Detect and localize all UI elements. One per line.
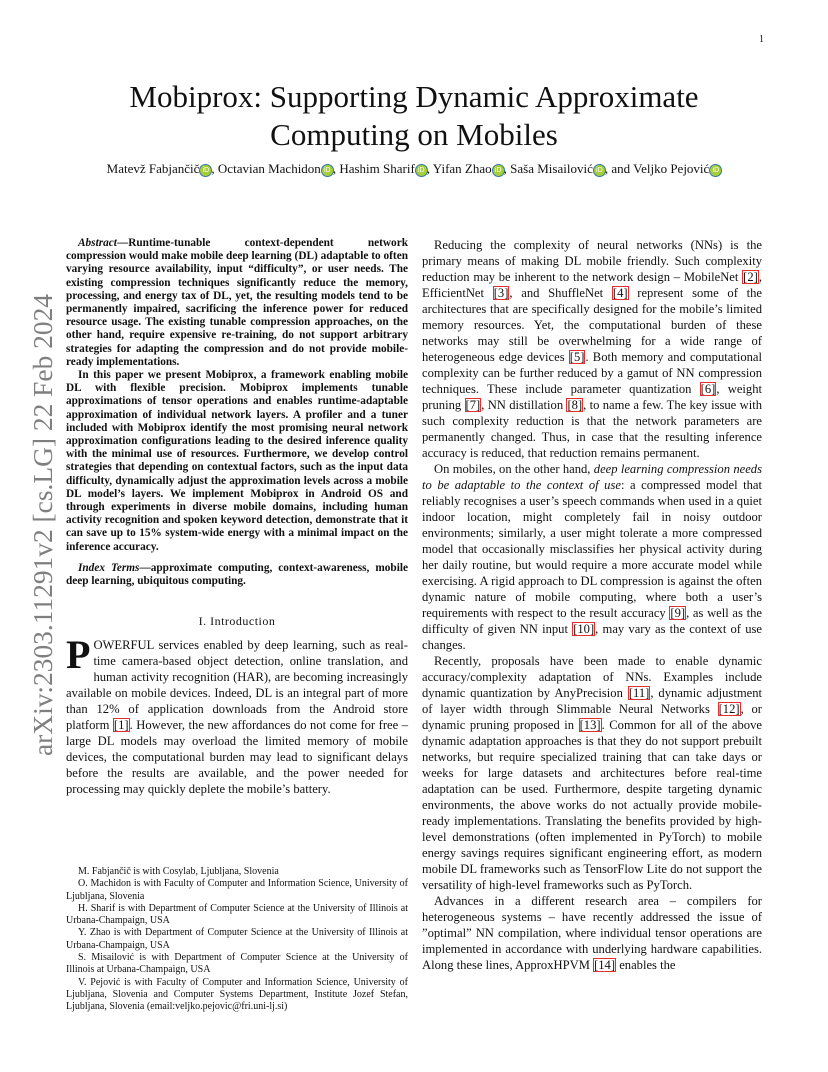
citation-link[interactable]: [11] xyxy=(628,686,650,700)
abstract-paragraph-1 xyxy=(66,237,408,369)
text-run: , or dynamic pruning proposed in xyxy=(422,702,762,732)
text-run: , EfficientNet xyxy=(422,270,762,300)
text-run: , and ShuffleNet xyxy=(509,286,612,300)
footnote: S. Misailović is with Department of Computer Science at the University of Illinois at Urbana-Champaign, USA xyxy=(66,952,408,976)
abstract-paragraph-2: In this paper we present Mobiprox, a framework enabling mobile DL with flexible precision. Mobiprox implements tunable approximations of tensor operations and enables runtime-adaptable approximation of individual network layers. A profiler and a tuner included with Mobiprox identify the most promising neural network approximation configurations leading to the desired inference quality with the minimal use of resources. Furthermore, we develop control strategies that depending on contextual factors, such as the input data difficulty, dynamically adjust the approximation levels across a mobile DL model’s layers. We implement Mobiprox in Android OS and through experiments in diverse mobile domains, including human activity recognition and spoken keyword detection, demonstrate that it can save up to 15% system-wide energy with a minimal impact on the inference accuracy. xyxy=(66,369,408,553)
text-run: : a compressed model that reliably recognises a user’s speech commands when used in a quiet indoor location, might completely fail in noisy outdoor environments; similarly, a user might tolerate a more compressed model that occasionally misclassifies her physical activity during her daily routine, but would require a more accurate model while exercising. A rigid approach to DL compression is against the often dynamic nature of mobile computing, where both a user’s requirements with respect to the result accuracy xyxy=(422,478,763,620)
text-run: , to name a few. The key issue with such complexity reduction is that the network parameters are permanently changed. Thus, in case that the resulting inference accuracy is reduced, that reduction remains permanent. xyxy=(422,398,762,460)
drop-cap: P xyxy=(66,632,91,678)
emphasis-text: deep learning compression needs to be adaptable to the context of use xyxy=(422,462,763,492)
footnote: V. Pejović is with Faculty of Computer and Information Science, University of Ljubljana, Slovenia and Computer Systems Department, Institute Jozef Stefan, Ljubljana, Slovenia (email:veljko.pejovic@fri.uni-lj.si) xyxy=(66,976,408,1013)
citation-link[interactable]: [1] xyxy=(113,718,129,733)
arxiv-stamp-text: arXiv:2303.11291v2 [cs.LG] 22 Feb 2024 xyxy=(27,292,58,756)
text-run: , NN distillation xyxy=(481,398,567,412)
text-run: represent some of the architectures that are specifically designed for the mobile’s limited memory resources. Yet, the computational burden of these networks may still be overwhelming for a wide range of heterogeneous edge devices xyxy=(422,286,762,364)
footnote: M. Fabjančič is with Cosylab, Ljubljana, Slovenia xyxy=(78,866,279,877)
citation-link[interactable]: [8] xyxy=(567,398,583,412)
citation-link[interactable]: [3] xyxy=(493,286,509,300)
index-terms-text: —approximate computing, context-awareness, mobile deep learning, ubiquitous computing. xyxy=(66,561,408,588)
intro-text-b: . However, the new affordances do not come for free – large DL models may overload the limited memory of mobile devices, the computational burden may lead to significant delays before the results are available, and the power needed for processing may quickly deplete the mobile’s battery. xyxy=(66,718,409,797)
text-run: On mobiles, on the other hand, xyxy=(434,462,594,476)
arxiv-stamp xyxy=(10,290,64,760)
author-name: Matevž Fabjančič xyxy=(106,161,200,176)
author-name: , Yifan Zhao xyxy=(426,161,492,176)
text-run: enables the xyxy=(616,958,676,972)
footnote: Y. Zhao is with Department of Computer Science at the University of Illinois at Urbana-Champaign, USA xyxy=(66,927,408,951)
body-paragraph-4 xyxy=(422,893,762,973)
footnotes xyxy=(66,866,408,1014)
citation-link[interactable]: [9] xyxy=(670,606,686,620)
text-run: Recently, proposals have been made to enable dynamic accuracy/complexity adaptation of NNs. Examples include dynamic quantization by AnyPrecision xyxy=(422,654,762,700)
body-paragraph-3 xyxy=(422,653,762,893)
orcid-icon[interactable]: iD xyxy=(322,165,333,176)
author-name: , and Veljko Pejović xyxy=(604,161,710,176)
text-run: , may vary as the context of use changes. xyxy=(422,622,762,652)
citation-link[interactable]: [13] xyxy=(579,718,601,732)
footnote: O. Machidon is with Faculty of Computer and Information Science, University of Ljubljana, Slovenia xyxy=(66,878,408,902)
title-line-2: Computing on Mobiles xyxy=(270,117,558,152)
intro-paragraph-1 xyxy=(66,632,409,797)
author-list xyxy=(40,160,788,178)
text-run: . Common for all of the above dynamic adaptation approaches is that they do not support prebuilt networks, but require specialized training that can take days or weeks for large datasets and architectures before real-time adaptation can be used. Furthermore, despite targeting dynamic environments, the above works do not actually provide mobile-ready implementations. Translating the benefits provided by high-level demonstrations (often implemented in PyTorch) to mobile energy savings requires significant engineering effort, as modern mobile DL frameworks such as TensorFlow Lite do not support the versatility of high-level frameworks such as PyTorch. xyxy=(422,718,762,892)
citation-link[interactable]: [12] xyxy=(718,702,740,716)
index-terms xyxy=(66,562,408,588)
section-heading-introduction: I. Introduction xyxy=(198,614,276,629)
citation-link[interactable]: [6] xyxy=(700,382,716,396)
orcid-icon[interactable]: iD xyxy=(594,165,605,176)
citation-link[interactable]: [2] xyxy=(743,270,758,284)
page-number: 1 xyxy=(759,34,764,45)
author-name: , Saša Misailović xyxy=(503,161,593,176)
author-name: , Hashim Sharif xyxy=(332,161,415,176)
body-paragraph-2 xyxy=(422,461,762,653)
footnote: H. Sharif is with Department of Computer Science at the University of Illinois at Urbana-Champaign, USA xyxy=(66,902,408,927)
text-run: Advances in a different research area – compilers for heterogeneous systems – have recently addressed the issue of ”optimal” NN compilation, where individual tensor operations are implemented in accordance with underlying hardware capabilities. Along these lines, ApproxHPVM xyxy=(422,894,762,972)
author-name: , Octavian Machidon xyxy=(211,161,321,176)
text-run: , dynamic adjustment of layer width through Slimmable Neural Networks xyxy=(422,686,762,716)
text-run: . Both memory and computational complexity can be further reduced by a gamut of NN compression techniques. These include parameter quantization xyxy=(422,350,763,396)
citation-link[interactable]: [14] xyxy=(594,958,616,972)
title-line-1: Mobiprox: Supporting Dynamic Approximate xyxy=(129,79,699,114)
citation-link[interactable]: [5] xyxy=(569,350,585,364)
body-paragraph-1 xyxy=(422,237,762,461)
citation-link[interactable]: [7] xyxy=(465,398,481,412)
abstract-text-1: —Runtime-tunable context-dependent network compression would make mobile deep learning (DL) adaptable to often varying resource availability, input “difficulty”, or user needs. The existing compression techniques significantly reduce the memory, processing, and energy tax of DL, yet, the resulting models tend to be permanently impaired, sacrificing the inference power for reduced resource usage. The existing tunable compression approaches, on the other hand, require expensive re-training, do not support arbitrary strategies for adapting the compression and do not provide mobile-ready implementations. xyxy=(66,237,408,368)
text-run: , weight pruning xyxy=(422,382,762,412)
citation-link[interactable]: [4] xyxy=(612,286,628,300)
intro-text-a: OWERFUL services enabled by deep learning, such as real-time camera-based object detection, online translation, and human activity recognition (HAR), are becoming increasingly available on mobile devices. Indeed, DL is an integral part of more than 12% of application downloads from the Android store platform xyxy=(66,638,408,733)
orcid-icon[interactable]: iD xyxy=(416,165,427,176)
left-column xyxy=(66,237,408,797)
index-terms-lead: Index Terms xyxy=(78,561,140,574)
orcid-icon[interactable]: iD xyxy=(200,165,211,176)
orcid-icon[interactable]: iD xyxy=(493,165,504,176)
abstract-lead: Abstract xyxy=(78,237,117,249)
right-column xyxy=(422,237,762,973)
citation-link[interactable]: [10] xyxy=(573,622,595,636)
orcid-icon[interactable]: iD xyxy=(710,165,721,176)
text-run: Reducing the complexity of neural networks (NNs) is the primary means of making DL mobile friendly. Such complexity reduction may be inherent to the network design – MobileNet xyxy=(422,238,762,284)
text-run: , as well as the difficulty of given NN input xyxy=(422,606,762,636)
paper-title xyxy=(40,78,788,154)
